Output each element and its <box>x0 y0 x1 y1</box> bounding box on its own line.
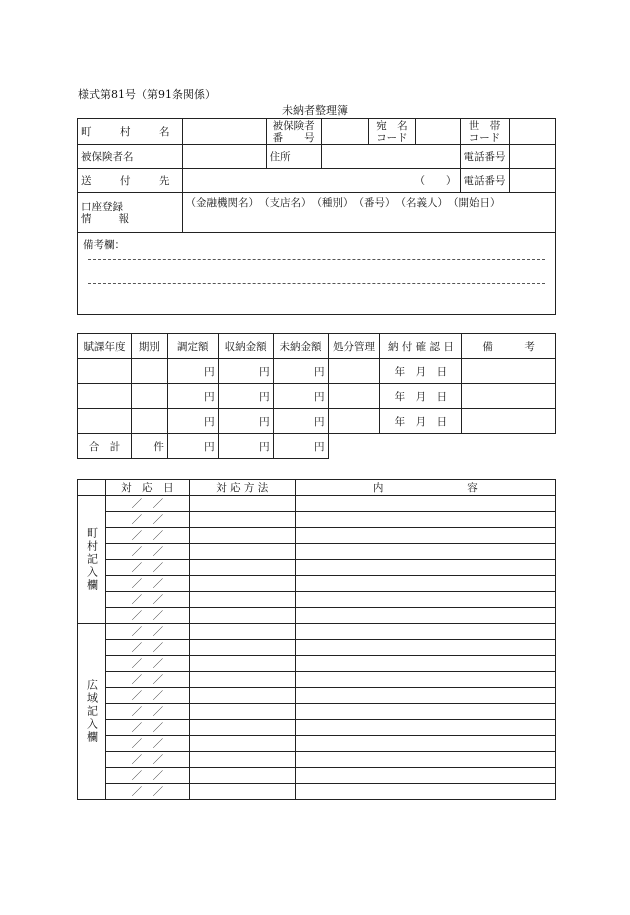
blank-area <box>328 434 555 459</box>
content-cell[interactable] <box>295 640 555 656</box>
log-row <box>78 544 556 560</box>
content-cell[interactable] <box>295 592 555 608</box>
response-method-cell[interactable] <box>189 496 295 512</box>
total-assessed[interactable]: 円 <box>167 434 218 459</box>
addr-code-value[interactable] <box>415 119 460 145</box>
notes-cell[interactable] <box>462 359 556 384</box>
col-response-date: 対 応 日 <box>105 480 189 496</box>
response-method-cell[interactable] <box>189 624 295 640</box>
response-date-cell[interactable]: ／ ／ <box>105 560 189 576</box>
col-content: 内 容 <box>295 480 555 496</box>
phone-value[interactable] <box>509 145 555 169</box>
col-confirm-date: 納 付 確 認 日 <box>380 334 462 359</box>
log-row <box>78 608 556 624</box>
log-row <box>78 656 556 672</box>
bank-label-line2: 情 報 <box>81 213 131 225</box>
unpaid-cell[interactable]: 円 <box>273 359 328 384</box>
year-cell[interactable] <box>78 384 132 409</box>
content-cell[interactable] <box>295 752 555 768</box>
log-row <box>78 736 556 752</box>
response-method-cell[interactable] <box>189 640 295 656</box>
bank-fields[interactable]: （金融機関名） （支店名） （種別） （番号） （名義人） （開始日） <box>182 193 556 233</box>
log-row <box>78 624 556 640</box>
content-cell[interactable] <box>295 736 555 752</box>
content-cell[interactable] <box>295 496 555 512</box>
col-collected: 収納金額 <box>218 334 273 359</box>
bank-info-label <box>78 193 183 233</box>
col-disposition: 処分管理 <box>328 334 380 359</box>
insured-no-label-line2: 番 号 <box>272 132 315 144</box>
response-method-cell[interactable] <box>189 576 295 592</box>
response-method-cell[interactable] <box>189 560 295 576</box>
year-cell[interactable] <box>78 359 132 384</box>
log-row <box>78 640 556 656</box>
log-row <box>78 768 556 784</box>
remarks-area[interactable] <box>78 233 556 315</box>
response-date-cell[interactable]: ／ ／ <box>105 512 189 528</box>
assessed-cell[interactable]: 円 <box>167 359 218 384</box>
log-header-row <box>78 480 556 496</box>
disposition-cell[interactable] <box>328 409 380 434</box>
log-row <box>78 528 556 544</box>
payment-row <box>78 409 556 434</box>
response-method-cell[interactable] <box>189 512 295 528</box>
response-method-cell[interactable] <box>189 736 295 752</box>
content-cell[interactable] <box>295 576 555 592</box>
log-row <box>78 560 556 576</box>
count-cell[interactable]: 件 <box>131 434 167 459</box>
payment-row <box>78 384 556 409</box>
col-assessed: 調定額 <box>167 334 218 359</box>
content-cell[interactable] <box>295 720 555 736</box>
response-date-cell[interactable]: ／ ／ <box>105 624 189 640</box>
col-fiscal-year: 賦課年度 <box>78 334 132 359</box>
log-row <box>78 512 556 528</box>
response-date-cell[interactable]: ／ ／ <box>105 496 189 512</box>
bank-label-line1: 口座登録 <box>81 201 123 213</box>
response-date-cell[interactable]: ／ ／ <box>105 704 189 720</box>
content-cell[interactable] <box>295 688 555 704</box>
notes-cell[interactable] <box>462 384 556 409</box>
insured-name-label: 被保険者名 <box>78 145 183 169</box>
assessed-cell[interactable]: 円 <box>167 384 218 409</box>
response-date-cell[interactable]: ／ ／ <box>105 576 189 592</box>
content-cell[interactable] <box>295 672 555 688</box>
response-date-cell[interactable]: ／ ／ <box>105 688 189 704</box>
log-row <box>78 496 556 512</box>
addr-code-label <box>369 119 416 145</box>
insured-no-label-line1: 被保険者 <box>272 120 315 132</box>
total-collected[interactable]: 円 <box>218 434 273 459</box>
col-notes: 備 考 <box>462 334 556 359</box>
response-method-cell[interactable] <box>189 752 295 768</box>
response-date-cell[interactable]: ／ ／ <box>105 672 189 688</box>
address-label: 住所 <box>266 145 321 169</box>
response-date-cell[interactable]: ／ ／ <box>105 720 189 736</box>
response-method-cell[interactable] <box>189 672 295 688</box>
household-code-value[interactable] <box>509 119 555 145</box>
notes-cell[interactable] <box>462 409 556 434</box>
total-label: 合 計 <box>78 434 132 459</box>
response-date-cell[interactable]: ／ ／ <box>105 592 189 608</box>
document-title: 未納者整理簿 <box>282 104 348 117</box>
response-date-cell[interactable]: ／ ／ <box>105 656 189 672</box>
log-row <box>78 720 556 736</box>
insured-name-value[interactable] <box>182 145 266 169</box>
log-row <box>78 576 556 592</box>
col-response-method: 対 応 方 法 <box>189 480 295 496</box>
log-row <box>78 784 556 800</box>
response-date-cell[interactable]: ／ ／ <box>105 736 189 752</box>
town-value[interactable] <box>182 119 266 145</box>
log-row <box>78 704 556 720</box>
insured-no-label <box>266 119 321 145</box>
phone-label: 電話番号 <box>460 145 509 169</box>
date-cell[interactable]: 年 月 日 <box>380 384 462 409</box>
content-cell[interactable] <box>295 560 555 576</box>
year-cell[interactable] <box>78 409 132 434</box>
response-method-cell[interactable] <box>189 720 295 736</box>
addr-code-label-line1: 宛 名 <box>376 120 408 132</box>
response-method-cell[interactable] <box>189 608 295 624</box>
content-cell[interactable] <box>295 768 555 784</box>
unpaid-cell[interactable]: 円 <box>273 384 328 409</box>
payments-table <box>77 333 556 459</box>
payment-row <box>78 359 556 384</box>
phone-paren: （ ） <box>414 175 457 187</box>
wide-area-entry-section: 広域記入欄 <box>78 624 106 800</box>
log-row <box>78 672 556 688</box>
content-cell[interactable] <box>295 656 555 672</box>
collected-cell[interactable]: 円 <box>218 384 273 409</box>
total-unpaid[interactable]: 円 <box>273 434 328 459</box>
content-cell[interactable] <box>295 544 555 560</box>
content-cell[interactable] <box>295 784 555 800</box>
log-corner <box>78 480 106 496</box>
content-cell[interactable] <box>295 624 555 640</box>
response-date-cell[interactable]: ／ ／ <box>105 608 189 624</box>
period-cell[interactable] <box>131 359 167 384</box>
household-code-label <box>460 119 509 145</box>
assessed-cell[interactable]: 円 <box>167 409 218 434</box>
phone2-value[interactable] <box>509 169 555 193</box>
date-cell[interactable]: 年 月 日 <box>380 359 462 384</box>
remarks-line <box>88 283 545 284</box>
content-cell[interactable] <box>295 512 555 528</box>
response-method-cell[interactable] <box>189 784 295 800</box>
period-cell[interactable] <box>131 409 167 434</box>
response-method-cell[interactable] <box>189 544 295 560</box>
log-row <box>78 592 556 608</box>
total-row <box>78 434 556 459</box>
response-date-cell[interactable]: ／ ／ <box>105 784 189 800</box>
response-log-table <box>77 479 556 800</box>
remarks-line <box>88 259 545 260</box>
household-label-line2: コード <box>468 132 501 144</box>
log-row <box>78 752 556 768</box>
send-to-label: 送 付 先 <box>78 169 183 193</box>
period-cell[interactable] <box>131 384 167 409</box>
remarks-label: 備考欄： <box>83 239 125 251</box>
collected-cell[interactable]: 円 <box>218 359 273 384</box>
info-table <box>77 118 556 315</box>
col-period: 期別 <box>131 334 167 359</box>
unpaid-cell[interactable]: 円 <box>273 409 328 434</box>
response-date-cell[interactable]: ／ ／ <box>105 752 189 768</box>
response-date-cell[interactable]: ／ ／ <box>105 768 189 784</box>
content-cell[interactable] <box>295 608 555 624</box>
response-method-cell[interactable] <box>189 656 295 672</box>
phone2-label: 電話番号 <box>460 169 509 193</box>
date-cell[interactable]: 年 月 日 <box>380 409 462 434</box>
content-cell[interactable] <box>295 704 555 720</box>
town-label: 町 村 名 <box>78 119 183 145</box>
collected-cell[interactable]: 円 <box>218 409 273 434</box>
response-method-cell[interactable] <box>189 704 295 720</box>
address-value[interactable] <box>321 145 460 169</box>
log-row <box>78 688 556 704</box>
response-method-cell[interactable] <box>189 688 295 704</box>
col-unpaid: 未納金額 <box>273 334 328 359</box>
response-date-cell[interactable]: ／ ／ <box>105 544 189 560</box>
response-method-cell[interactable] <box>189 768 295 784</box>
response-date-cell[interactable]: ／ ／ <box>105 640 189 656</box>
form-code: 様式第81号（第91条関係） <box>78 88 216 101</box>
disposition-cell[interactable] <box>328 384 380 409</box>
town-entry-section: 町村記入欄 <box>78 496 106 624</box>
response-date-cell[interactable]: ／ ／ <box>105 528 189 544</box>
disposition-cell[interactable] <box>328 359 380 384</box>
addr-code-label-line2: コード <box>376 132 408 144</box>
household-label-line1: 世 帯 <box>468 120 501 132</box>
response-method-cell[interactable] <box>189 528 295 544</box>
insured-no-value[interactable] <box>321 119 368 145</box>
send-to-value[interactable] <box>182 169 460 193</box>
response-method-cell[interactable] <box>189 592 295 608</box>
content-cell[interactable] <box>295 528 555 544</box>
